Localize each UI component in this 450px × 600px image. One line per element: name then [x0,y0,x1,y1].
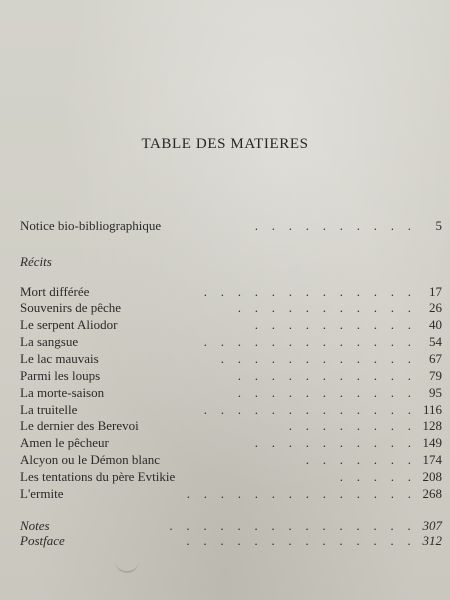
dot-leader: . . . . . [339,469,412,484]
section-heading: Récits [20,254,52,269]
dot-leader: . . . . . . . . . . . . . [203,402,412,417]
toc-entry-page: 149 [422,435,442,450]
toc-entry-label: Parmi les loups [20,368,101,383]
toc-entry [20,486,442,502]
toc-entry-page: 116 [422,402,442,417]
dot-leader: . . . . . . . . . . [254,317,412,332]
toc-entry-label: La truitelle [20,402,78,417]
toc-entry-label: La morte-saison [20,385,105,400]
dot-leader: . . . . . . . . . . . [237,300,412,315]
toc-entry-label: Postface [20,533,65,548]
toc-entry-label: Le serpent Aliodor [20,317,118,332]
dot-leader: . . . . . . . . [288,418,412,433]
toc-entry-page: 40 [429,317,442,332]
dot-leader: . . . . . . . . . . . . . [203,284,412,299]
toc-entry-label: Mort différée [20,284,90,299]
toc-entry-page: 26 [429,300,442,315]
dot-leader: . . . . . . . [305,452,412,467]
toc-entry-label: Souvenirs de pêche [20,300,122,315]
toc-entry [20,435,442,451]
dot-leader: . . . . . . . . . . . . . . [186,486,412,501]
toc-entry [20,334,442,350]
toc-entry-page: 268 [422,486,442,501]
dot-leader: . . . . . . . . . . . . . . [186,533,412,548]
toc-entry-intro [20,218,442,234]
toc-entry-label: La sangsue [20,334,79,349]
toc-entry [20,300,442,316]
toc-entry-label: Amen le pêcheur [20,435,109,450]
toc-entry-notes [20,518,442,534]
dot-leader: . . . . . . . . . . . [237,368,412,383]
toc-entry [20,368,442,384]
toc-entry [20,317,442,333]
dot-leader: . . . . . . . . . . . . . . . [169,518,412,533]
toc-entry-page: 5 [435,218,442,233]
dot-leader: . . . . . . . . . . . [237,385,412,400]
toc-entry-label: Les tentations du père Evtikie [20,469,176,484]
page-title: TABLE DES MATIERES [141,136,309,152]
toc-entry-page: 174 [422,452,442,467]
toc-entry [20,402,442,418]
toc-entry-page: 312 [422,533,442,548]
toc-entry [20,351,442,367]
toc-entry-label: Alcyon ou le Démon blanc [20,452,161,467]
show-through-mark [115,555,139,573]
toc-entry [20,284,442,300]
dot-leader: . . . . . . . . . . [254,218,412,233]
toc-entry-postface [20,533,442,549]
toc-entry-page: 79 [429,368,442,383]
toc-entry-label: Notes [20,518,50,533]
toc-entry [20,385,442,401]
toc-entry-label: Le lac mauvais [20,351,99,366]
dot-leader: . . . . . . . . . . [254,435,412,450]
toc-entry [20,452,442,468]
toc-entry-page: 128 [422,418,442,433]
toc-entry-label: Le dernier des Berevoi [20,418,139,433]
toc-entry-label: Notice bio-bibliographique [20,218,162,233]
toc-entry-page: 54 [429,334,442,349]
toc-entry-page: 208 [422,469,442,484]
toc-entry [20,469,442,485]
dot-leader: . . . . . . . . . . . . [220,351,412,366]
toc-entry-page: 17 [429,284,442,299]
toc-entry-page: 95 [429,385,442,400]
dot-leader: . . . . . . . . . . . . . [203,334,412,349]
toc-entry-page: 307 [422,518,442,533]
toc-entry-page: 67 [429,351,442,366]
toc-entry [20,418,442,434]
toc-entry-label: L'ermite [20,486,64,501]
